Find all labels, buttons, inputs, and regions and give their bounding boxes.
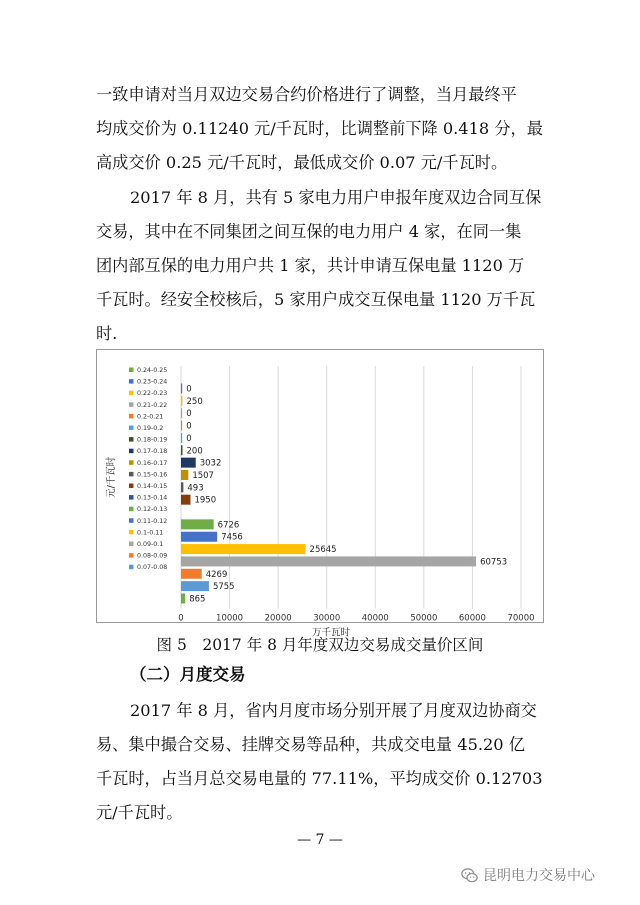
bar-value-label: 4269 bbox=[205, 569, 228, 580]
bar-value-label: 0 bbox=[186, 433, 192, 444]
legend-label: 0.21-0.22 bbox=[137, 401, 168, 409]
legend-swatch bbox=[129, 402, 134, 407]
legend-label: 0.18-0.19 bbox=[137, 436, 168, 444]
legend-swatch bbox=[129, 518, 134, 523]
x-tick-label: 50000 bbox=[410, 613, 438, 624]
legend-label: 0.14-0.15 bbox=[137, 483, 168, 490]
legend-swatch bbox=[129, 507, 134, 512]
x-tick-label: 30000 bbox=[313, 613, 341, 624]
para2-line-1: 2017 年 8 月，共有 5 家电力用户申报年度双边合同互保 bbox=[130, 188, 542, 207]
price-volume-bar-chart bbox=[97, 350, 543, 639]
para2-line-2: 交易，其中在不同集团之间互保的电力用户 4 家，在同一集 bbox=[96, 222, 522, 241]
bar-value-label: 60753 bbox=[480, 557, 508, 568]
bar bbox=[181, 495, 190, 505]
section-heading: （二）月度交易 bbox=[130, 665, 246, 684]
page-number: — 7 — bbox=[297, 832, 343, 848]
legend-label: 0.13-0.14 bbox=[137, 494, 168, 502]
bar bbox=[181, 458, 196, 468]
bar-value-label: 493 bbox=[187, 483, 204, 494]
legend-swatch bbox=[129, 484, 134, 489]
bar-value-label: 6726 bbox=[217, 520, 240, 531]
y-axis-label: 元/千瓦时 bbox=[106, 456, 117, 498]
legend-label: 0.16-0.17 bbox=[137, 459, 168, 467]
bar bbox=[181, 408, 182, 418]
legend-swatch bbox=[129, 437, 134, 442]
figure-caption: 图 5 2017 年 8 月年度双边交易成交量价区间 bbox=[156, 636, 484, 654]
bar-value-label: 5755 bbox=[212, 582, 235, 593]
legend-swatch bbox=[129, 495, 134, 500]
legend-label: 0.23-0.24 bbox=[137, 378, 168, 386]
legend-swatch bbox=[129, 379, 134, 384]
paragraph-1 bbox=[96, 78, 566, 180]
bar bbox=[181, 556, 476, 566]
legend-swatch bbox=[129, 368, 134, 373]
bar bbox=[181, 421, 182, 431]
x-tick-label: 40000 bbox=[361, 613, 389, 624]
legend-swatch bbox=[129, 460, 134, 465]
legend-swatch bbox=[129, 472, 134, 477]
legend-swatch bbox=[129, 414, 134, 419]
bar bbox=[181, 593, 185, 603]
bar bbox=[181, 532, 217, 542]
para2-line-3: 团内部互保的电力用户共 1 家，共计申请互保电量 1120 万 bbox=[96, 256, 525, 275]
legend-label: 0.07-0.08 bbox=[137, 564, 168, 572]
bar bbox=[181, 470, 188, 480]
para3-line-1: 2017 年 8 月，省内月度市场分别开展了月度双边协商交 bbox=[130, 701, 537, 720]
legend-label: 0.12-0.13 bbox=[137, 506, 168, 514]
legend-swatch bbox=[129, 391, 134, 396]
legend-swatch bbox=[129, 553, 134, 558]
wechat-icon bbox=[461, 867, 478, 884]
x-tick-label: 10000 bbox=[216, 613, 244, 624]
legend-swatch bbox=[129, 542, 134, 547]
para1-line-2: 均成交价为 0.11240 元/千瓦时，比调整前下降 0.418 分，最 bbox=[96, 119, 543, 138]
bar-value-label: 7456 bbox=[221, 532, 243, 543]
bar-value-label: 1507 bbox=[192, 470, 214, 481]
bar-value-label: 0 bbox=[186, 384, 192, 395]
bar-value-label: 0 bbox=[186, 409, 192, 420]
legend-label: 0.17-0.18 bbox=[137, 448, 168, 456]
bar bbox=[181, 544, 306, 554]
legend-label: 0.11-0.12 bbox=[137, 517, 168, 525]
para1-line-3: 高成交价 0.25 元/千瓦时，最低成交价 0.07 元/千瓦时。 bbox=[96, 153, 508, 172]
x-tick-label: 20000 bbox=[264, 613, 292, 624]
bar-value-label: 25645 bbox=[309, 545, 337, 556]
watermark bbox=[461, 865, 595, 885]
x-tick-label: 70000 bbox=[507, 613, 535, 624]
bar bbox=[181, 384, 182, 394]
paragraph-2 bbox=[96, 181, 566, 351]
bar-value-label: 865 bbox=[189, 594, 206, 605]
para3-line-3: 千瓦时，占当月总交易电量的 77.11%，平均成交价 0.12703 bbox=[96, 769, 543, 788]
bar bbox=[181, 396, 183, 406]
watermark-text: 昆明电力交易中心 bbox=[483, 868, 595, 884]
x-axis-label: 万千瓦时 bbox=[311, 627, 351, 639]
bar-value-label: 1950 bbox=[194, 495, 217, 506]
x-tick-label: 0 bbox=[178, 613, 184, 624]
bar-value-label: 250 bbox=[186, 396, 203, 407]
legend-label: 0.1-0.11 bbox=[137, 529, 164, 537]
bar bbox=[181, 581, 209, 591]
bar-value-label: 200 bbox=[186, 446, 203, 457]
legend-swatch bbox=[129, 565, 134, 570]
para1-line-1: 一致申请对当月双边交易合约价格进行了调整，当月最终平 bbox=[96, 85, 517, 104]
legend-label: 0.2-0.21 bbox=[137, 413, 164, 421]
legend-swatch bbox=[129, 530, 134, 535]
legend-swatch bbox=[129, 426, 134, 431]
legend-label: 0.22-0.23 bbox=[137, 390, 168, 398]
bar bbox=[181, 433, 182, 443]
para3-line-2: 易、集中撮合交易、挂牌交易等品种，共成交电量 45.20 亿 bbox=[96, 735, 525, 754]
legend-swatch bbox=[129, 449, 134, 454]
para3-line-4: 元/千瓦时。 bbox=[96, 803, 183, 822]
paragraph-3 bbox=[96, 694, 566, 830]
x-tick-label: 60000 bbox=[458, 613, 486, 624]
bar bbox=[181, 482, 183, 492]
legend-label: 0.09-0.1 bbox=[137, 541, 164, 548]
para2-line-5: 时. bbox=[96, 324, 118, 343]
legend-label: 0.24-0.25 bbox=[137, 367, 168, 374]
para2-line-4: 千瓦时。经安全校核后，5 家用户成交互保电量 1120 万千瓦 bbox=[96, 290, 536, 309]
legend-label: 0.08-0.09 bbox=[137, 552, 168, 560]
bar bbox=[181, 569, 202, 579]
bar bbox=[181, 519, 214, 529]
chart-figure bbox=[96, 349, 544, 639]
bar-value-label: 0 bbox=[186, 421, 192, 432]
legend-label: 0.15-0.16 bbox=[137, 471, 168, 479]
legend-label: 0.19-0.2 bbox=[137, 425, 164, 432]
bar bbox=[181, 445, 183, 455]
bar-value-label: 3032 bbox=[199, 458, 222, 469]
